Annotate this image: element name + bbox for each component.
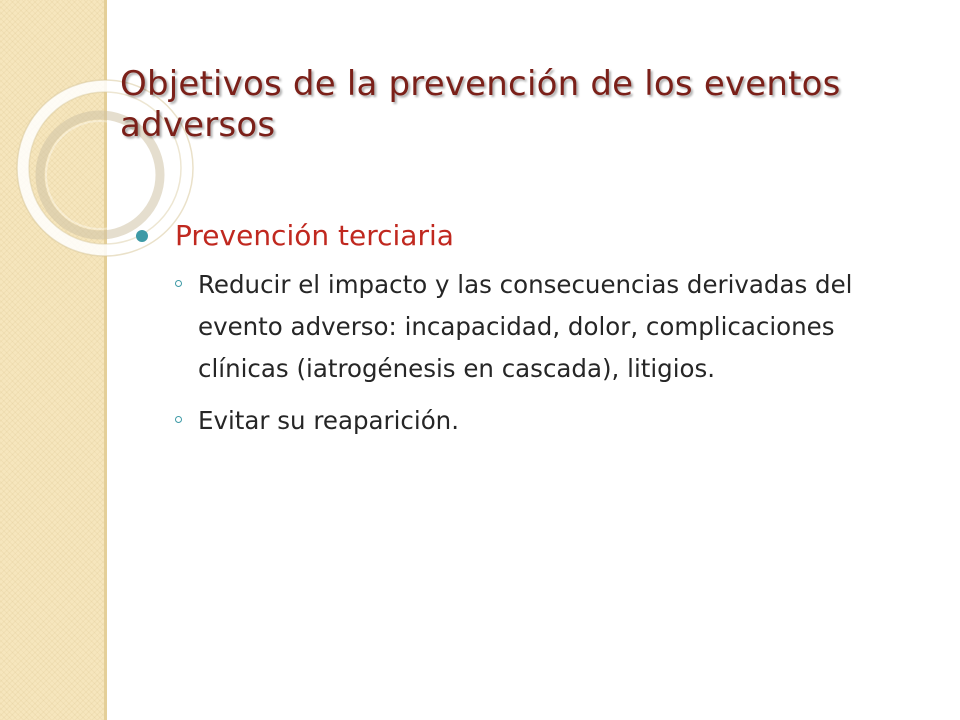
sub-bullet-reducir-impacto [175,264,912,390]
sub-bullet-evitar-reaparicion [175,400,912,442]
content-area [132,214,912,442]
hollow-circle-bullet-icon [175,416,182,423]
bullet-prevencion-terciaria [132,214,912,258]
sub-bullet-text: Evitar su reaparición. [198,406,459,435]
sub-bullet-text: Reducir el impacto y las consecuencias derivadas del evento adverso: incapacidad, dolor, complicaciones clínicas (iatrogénesis en cascada), litigios. [198,270,853,383]
slide-title: Objetivos de la prevención de los eventos adversos [120,64,841,145]
filled-circle-bullet-icon [136,230,148,242]
bullet-heading-text: Prevención terciaria [175,219,454,252]
hollow-circle-bullet-icon [175,280,182,287]
